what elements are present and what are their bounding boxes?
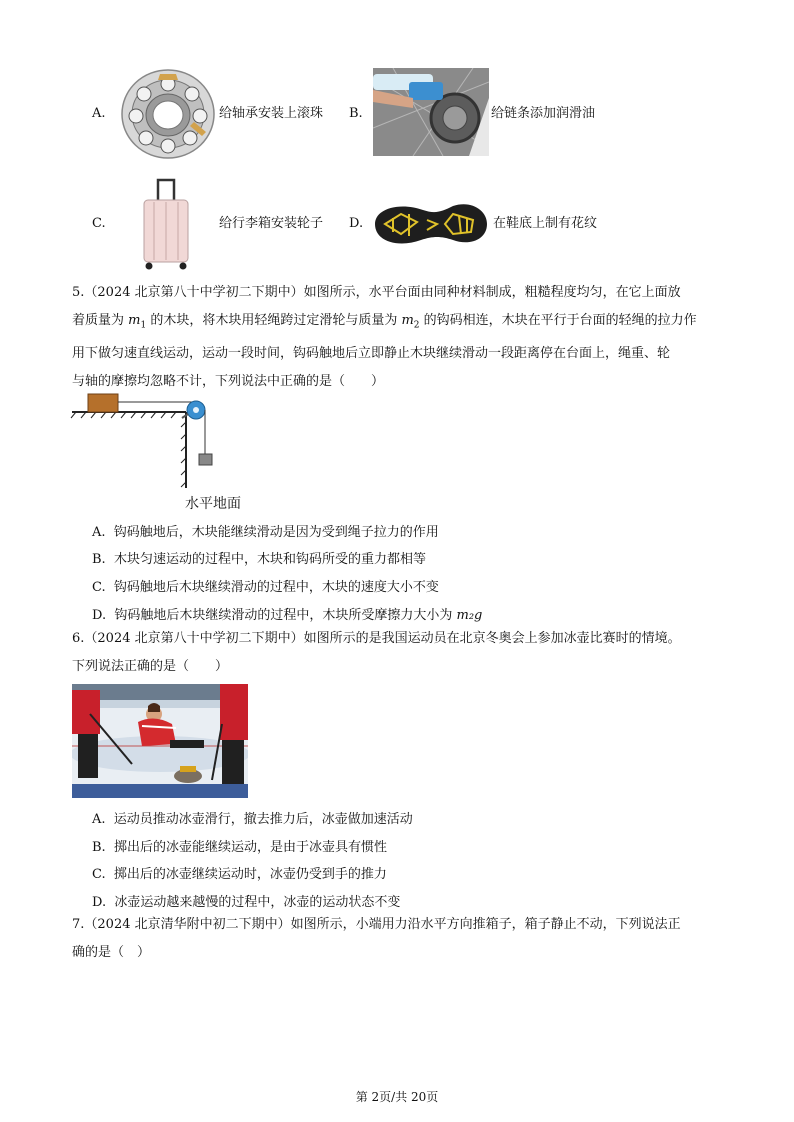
m2-symbol: m xyxy=(401,313,414,328)
bike-chain-image xyxy=(373,68,489,156)
m1-symbol: m xyxy=(128,313,141,328)
q4-option-b-letter: B. xyxy=(349,106,363,121)
q6-option-d-text: 冰壶运动越来越慢的过程中，冰壶的运动状态不变 xyxy=(114,895,401,910)
q5-line2c: 的钩码相连，木块在平行于台面的轻绳的拉力作 xyxy=(419,313,697,328)
friction-formula: m₂g xyxy=(456,608,483,623)
q6-option-c-text: 掷出后的冰壶继续运动时，冰壶仍受到手的推力 xyxy=(113,867,387,882)
q4-option-a-text: 给轴承安装上滚珠 xyxy=(219,106,324,121)
q5-stem-line2 xyxy=(72,307,732,340)
q4-option-a-letter: A. xyxy=(92,106,106,121)
q5-option-d-text: 钩码触地后木块继续滑动的过程中，木块所受摩擦力大小为 xyxy=(114,608,457,623)
q5-stem xyxy=(72,279,732,396)
bearing-image xyxy=(114,62,216,162)
q4-option-c-text: 给行李箱安装轮子 xyxy=(219,216,324,231)
q5-stem-line4: 与轴的摩擦均忽略不计，下列说法中正确的是（ ） xyxy=(72,373,385,389)
q5-option-b-text: 木块匀速运动的过程中，木块和钩码所受的重力都相等 xyxy=(113,552,426,567)
q7-stem xyxy=(72,911,732,967)
q4-option-c-letter: C. xyxy=(92,216,106,231)
q5-option-a-text: 钩码触地后，木块能继续滑动是因为受到绳子拉力的作用 xyxy=(113,525,439,540)
q4-option-b-text: 给链条添加润滑油 xyxy=(491,106,596,121)
q5-option-c-text: 钩码触地后木块继续滑动的过程中，木块的速度大小不变 xyxy=(113,580,439,595)
q5-line2a: 着质量为 xyxy=(72,313,129,328)
q6-stem-line1: 6.（2024 北京第八十中学初二下期中）如图所示的是我国运动员在北京冬奥会上参加冰壶比赛时的情境。 xyxy=(72,631,681,646)
q6-stem xyxy=(72,625,732,681)
shoe-sole-image xyxy=(371,200,489,248)
pulley-figure xyxy=(70,390,230,492)
q6-option-b-text: 掷出后的冰壶能继续运动，是由于冰壶具有惯性 xyxy=(113,840,387,855)
q5-line2b: 的木块，将木块用轻绳跨过定滑轮与质量为 xyxy=(146,313,402,328)
q5-option-d xyxy=(92,604,482,623)
m1-subscript: 1 xyxy=(140,320,147,331)
q6-option-c xyxy=(92,863,387,882)
q6-stem-line2: 下列说法正确的是（ ） xyxy=(72,659,229,674)
q7-stem-line2: 确的是（ ） xyxy=(72,945,151,960)
q5-stem-line1: 5.（2024 北京第八十中学初二下期中）如图所示，水平台面由同种材料制成，粗糙程度均匀，在它上面放 xyxy=(72,285,681,300)
q6-option-a-text: 运动员推动冰壶滑行，撤去推力后，冰壶做加速活动 xyxy=(113,812,413,827)
luggage-image xyxy=(140,178,192,270)
curling-image xyxy=(72,684,248,798)
q5-stem-line3: 用下做匀速直线运动，运动一段时间，钩码触地后立即静止木块继续滑动一段距离停在台面上，绳重、轮 xyxy=(72,345,671,361)
q6-option-d xyxy=(92,891,400,910)
q5-option-b xyxy=(92,548,426,567)
q6-option-a-letter: A. xyxy=(92,812,106,827)
figure-label-ground: 水平地面 xyxy=(185,496,241,512)
page-number: 第 2页/共 20页 xyxy=(355,1090,439,1104)
q5-option-c xyxy=(92,576,439,595)
q7-stem-line1: 7.（2024 北京清华附中初二下期中）如图所示，小端用力沿水平方向推箱子，箱子静止不动，下列说法正 xyxy=(72,917,681,932)
q6-option-b-letter: B. xyxy=(92,840,106,855)
q5-option-a-letter: A. xyxy=(92,525,106,540)
q5-option-b-letter: B. xyxy=(92,552,106,567)
q6-option-b xyxy=(92,836,387,855)
q6-option-c-letter: C. xyxy=(92,867,106,882)
q4-option-d-text: 在鞋底上制有花纹 xyxy=(493,216,598,231)
q5-option-c-letter: C. xyxy=(92,580,106,595)
page-footer xyxy=(0,1088,794,1105)
q6-option-d-letter: D. xyxy=(92,895,107,910)
q5-option-d-letter: D. xyxy=(92,608,107,623)
m2-subscript: 2 xyxy=(413,320,420,331)
q5-option-a xyxy=(92,521,439,540)
q6-option-a xyxy=(92,808,413,827)
q4-option-d-letter: D. xyxy=(349,216,364,231)
